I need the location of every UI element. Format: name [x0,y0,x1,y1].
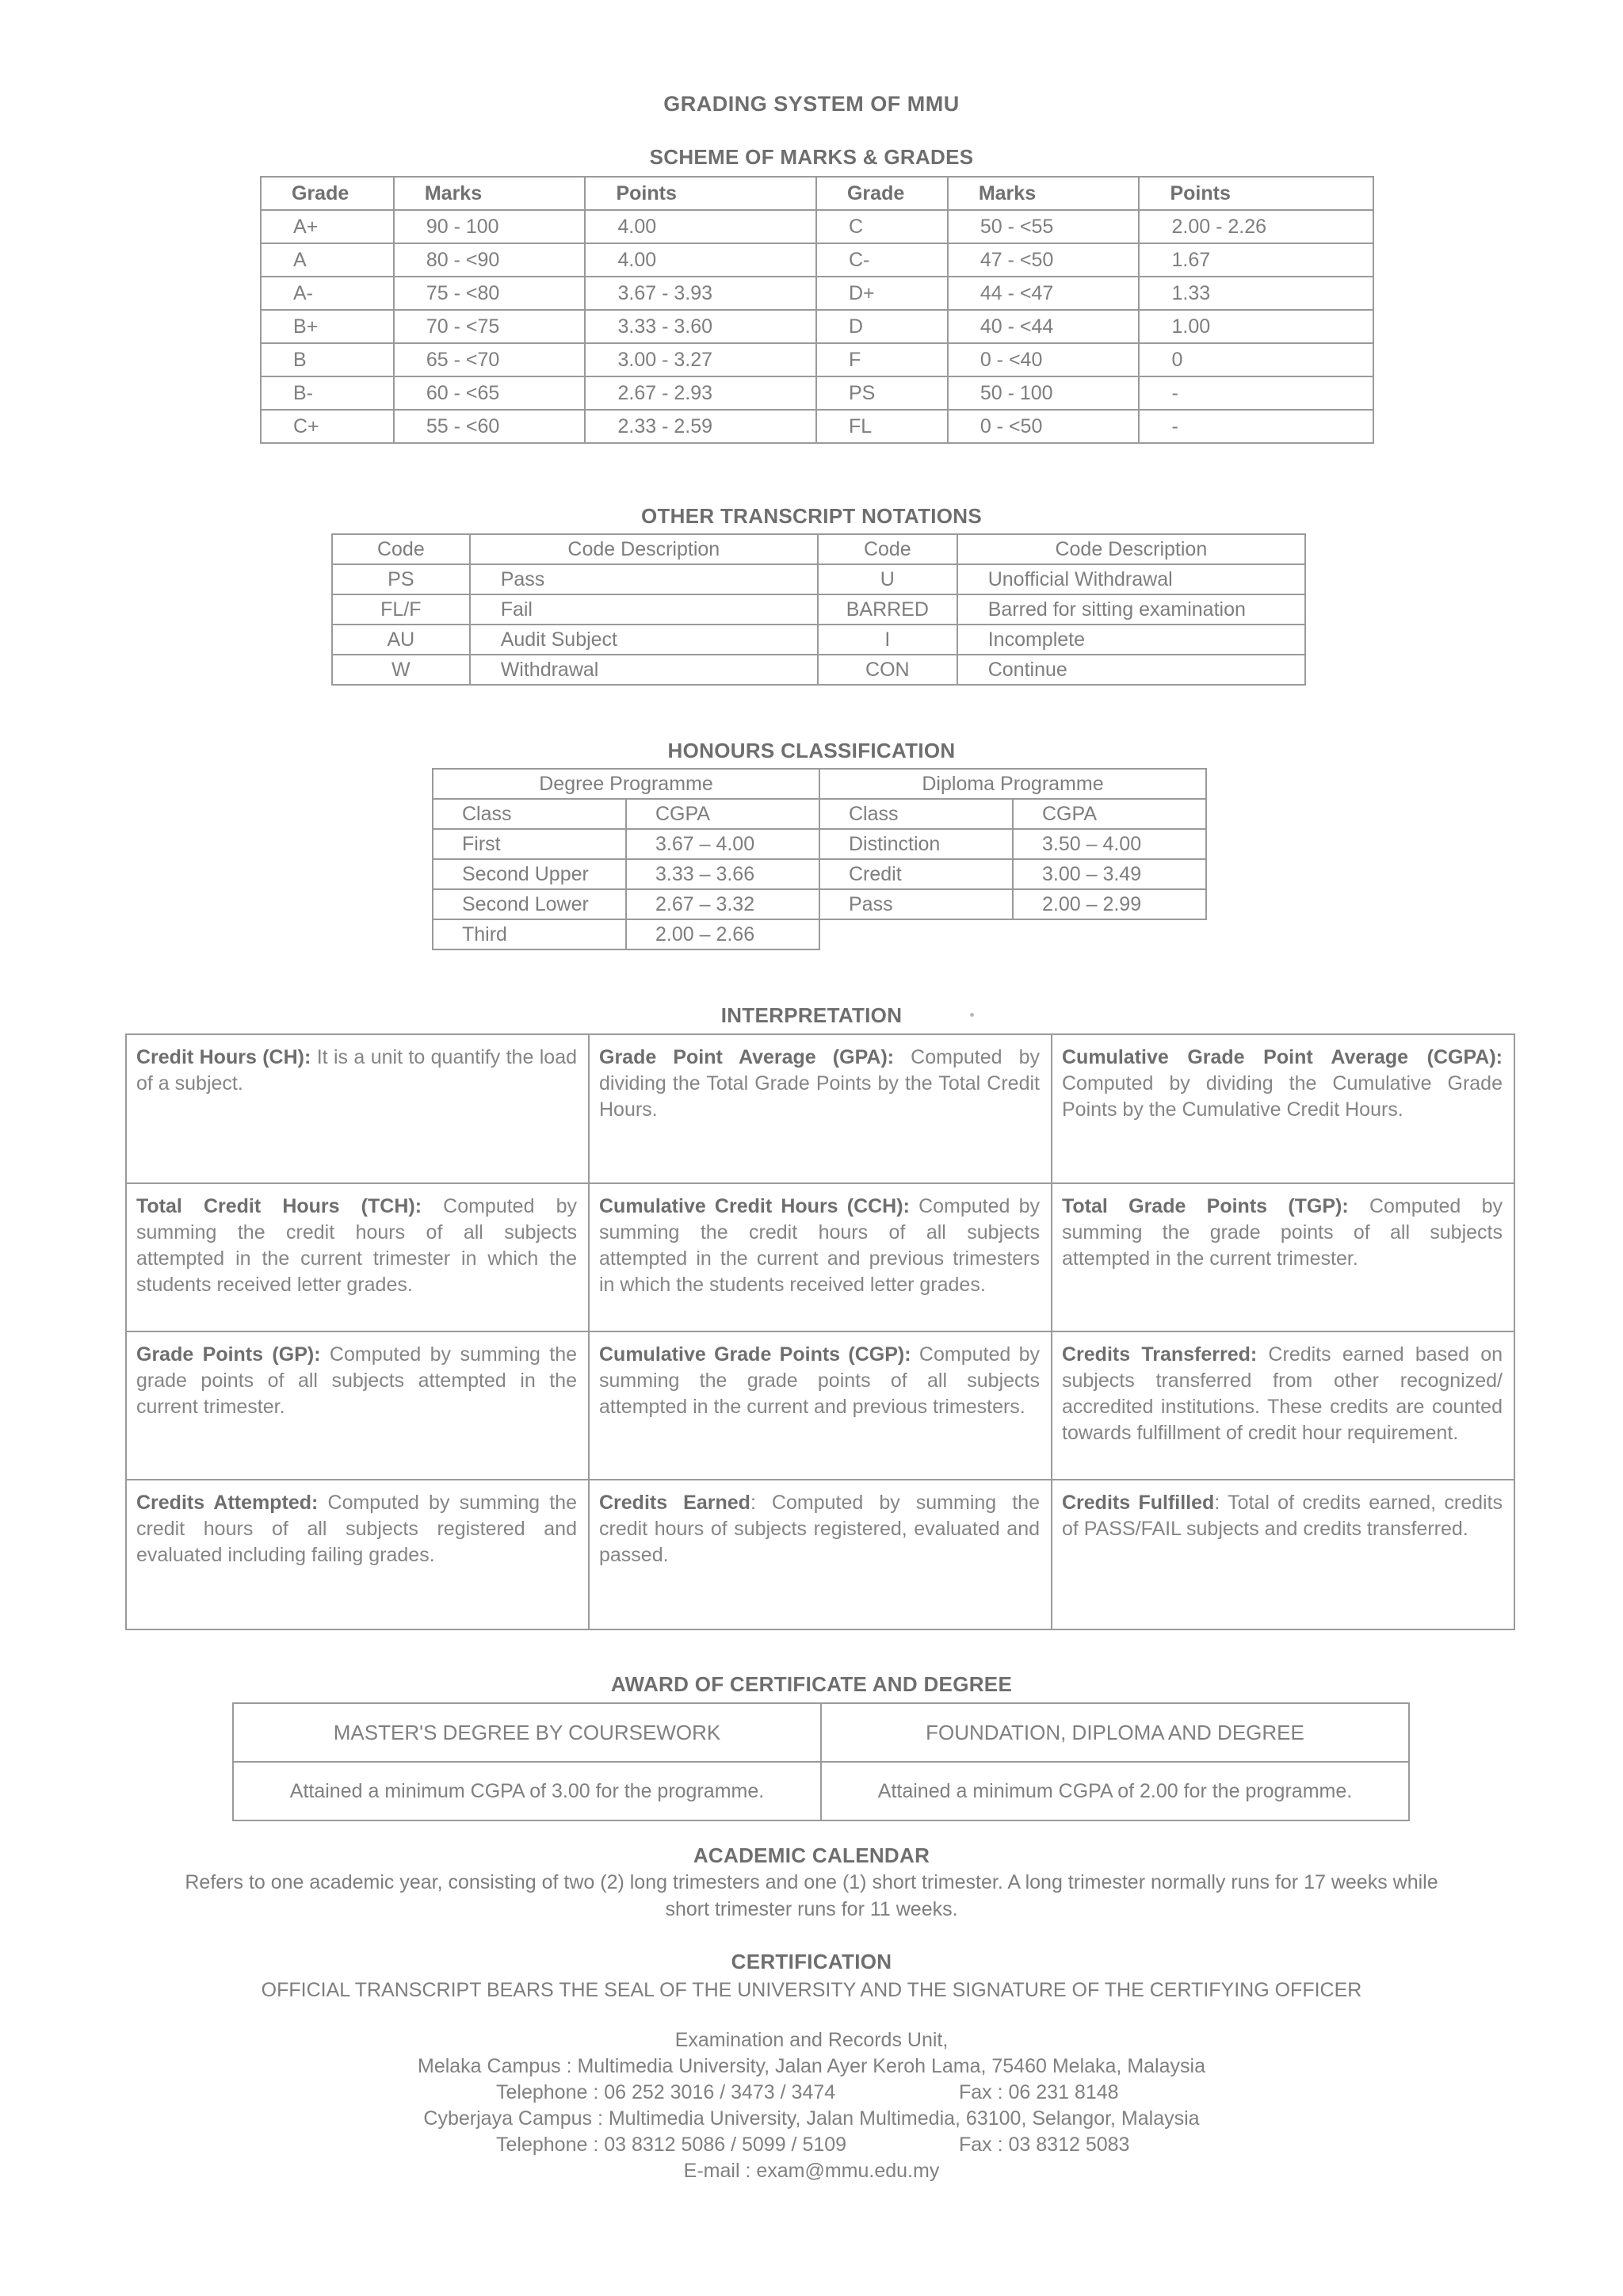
notation-cell: Pass [470,564,818,594]
calendar-line-1: Refers to one academic year, consisting of two (2) long trimesters and one (1) short trimester. A long trimester normally runs for 17 weeks while [185,1871,1438,1893]
diploma-cgpa: 2.00 – 2.99 [1013,889,1206,919]
masters-label: MASTER'S DEGREE BY COURSEWORK [233,1703,821,1762]
grade-cell: 4.00 [585,243,816,277]
diploma-cgpa: 3.50 – 4.00 [1013,829,1206,859]
grade-cell: A+ [261,210,394,243]
notations-header-cell: Code [332,534,470,564]
calendar-heading: ACADEMIC CALENDAR [693,1843,930,1867]
grade-cell: C+ [261,410,394,443]
diploma-cgpa: 3.00 – 3.49 [1013,859,1206,889]
cyberjaya-address: Cyberjaya Campus : Multimedia University, Jalan Multimedia, 63100, Selangor, Malaysia [423,2107,1200,2130]
grade-row [261,277,1373,310]
grades-table [260,176,1374,444]
diploma-class: Pass [819,889,1013,919]
interpretation-text: Computed by dividing the Total Grade Points by the Total Credit Hours. [599,1046,1041,1121]
grade-row [261,243,1373,277]
interpretation-text: Computed by summing the grade points of all subjects attempted in the current trimester. [1062,1195,1503,1270]
grade-cell: 50 - 100 [948,376,1140,410]
interpretation-row [126,1331,1514,1480]
honours-row [433,829,1206,859]
interpretation-term: Cumulative Grade Point Average (CGPA): [1062,1046,1503,1068]
award-req-row [233,1762,1409,1820]
grade-cell: 47 - <50 [948,243,1140,277]
grades-header-cell: Grade [261,177,394,210]
grade-cell: 2.00 - 2.26 [1139,210,1373,243]
notations-header-cell: Code Description [470,534,818,564]
notation-cell: W [332,655,470,685]
honours-col-class: Class [433,799,626,829]
foundation-requirement: Attained a minimum CGPA of 2.00 for the programme. [821,1762,1409,1820]
interpretation-term: Grade Points (GP): [136,1343,321,1366]
grade-cell: A [261,243,394,277]
grade-cell: D [816,310,948,343]
grade-row [261,410,1373,443]
interpretation-cell [589,1331,1052,1480]
notation-cell: Barred for sitting examination [957,594,1305,625]
grade-cell: 50 - <55 [948,210,1140,243]
degree-cgpa: 3.67 – 4.00 [626,829,819,859]
award-label-row [233,1703,1409,1762]
records-unit: Examination and Records Unit, [674,2029,949,2051]
notations-header-cell: Code [818,534,957,564]
grade-cell: 3.00 - 3.27 [585,343,816,376]
interpretation-text: Computed by summing the credit hours of all subjects attempted in the current and previous trimesters in which the students received letter grades. [599,1195,1040,1296]
notation-cell: I [818,625,957,655]
notation-cell: Withdrawal [470,655,818,685]
cyberjaya-fax: Fax : 03 8312 5083 [959,2134,1130,2156]
grade-cell: 0 - <40 [948,343,1140,376]
grade-cell: 90 - 100 [394,210,586,243]
interpretation-term: Total Credit Hours (TCH): [136,1195,422,1217]
notation-cell: AU [332,625,470,655]
award-table [232,1702,1410,1821]
degree-cgpa: 3.33 – 3.66 [626,859,819,889]
grade-cell: 2.33 - 2.59 [585,410,816,443]
honours-col-cgpa: CGPA [626,799,819,829]
grade-cell: D+ [816,277,948,310]
interpretation-term: Grade Point Average (GPA): [599,1046,895,1068]
notations-header-row [332,534,1305,564]
scheme-heading: SCHEME OF MARKS & GRADES [649,145,974,169]
interpretation-text: Computed by dividing the Cumulative Grade Points by the Cumulative Credit Hours. [1062,1072,1503,1121]
interpretation-term: Credits Attempted: [136,1492,319,1514]
interpretation-text: Computed by summing the grade points of all subjects attempted in the current and previous trimesters. [599,1343,1041,1418]
grade-cell: B [261,343,394,376]
grade-cell: F [816,343,948,376]
notations-heading: OTHER TRANSCRIPT NOTATIONS [640,504,983,528]
grade-row [261,343,1373,376]
grade-cell: C [816,210,948,243]
grade-cell: 44 - <47 [948,277,1140,310]
diploma-class: Distinction [819,829,1013,859]
grades-header-cell: Points [585,177,816,210]
diploma-programme-label: Diploma Programme [819,769,1206,799]
grade-cell: 70 - <75 [394,310,586,343]
grade-cell: 1.00 [1139,310,1373,343]
interpretation-cell [126,1480,589,1629]
melaka-fax: Fax : 06 231 8148 [959,2081,1119,2103]
notation-cell: U [818,564,957,594]
interpretation-text: : Computed by summing the credit hours of subjects registered, evaluated and passed. [599,1492,1040,1566]
interpretation-heading: INTERPRETATION [720,1003,903,1027]
honours-heading: HONOURS CLASSIFICATION [667,739,956,762]
grade-cell: C- [816,243,948,277]
interpretation-text: Computed by summing the credit hours of all subjects registered and evaluated including failing grades. [136,1492,577,1566]
interpretation-term: Cumulative Grade Points (CGP): [599,1343,911,1366]
grade-cell: 4.00 [585,210,816,243]
honours-col-row [433,799,1206,829]
grade-row [261,210,1373,243]
honours-empty-cell [819,919,1206,949]
notation-cell: PS [332,564,470,594]
interpretation-text: Credits earned based on subjects transferred from other recognized/ accredited institutions. These credits are counted towards fulfillment of credit hour requirement. [1062,1343,1503,1444]
degree-programme-label: Degree Programme [433,769,819,799]
grade-cell: PS [816,376,948,410]
certification-heading: CERTIFICATION [731,1950,892,1973]
diploma-class: Credit [819,859,1013,889]
grade-cell: 75 - <80 [394,277,586,310]
interpretation-cell [1052,1480,1514,1629]
cyberjaya-telephone: Telephone : 03 8312 5086 / 5099 / 5109 [496,2134,847,2156]
degree-cgpa: 2.67 – 3.32 [626,889,819,919]
page-title: GRADING SYSTEM OF MMU [663,92,960,116]
honours-row [433,859,1206,889]
interpretation-cell [126,1183,589,1331]
certification-text: OFFICIAL TRANSCRIPT BEARS THE SEAL OF THE UNIVERSITY AND THE SIGNATURE OF THE CERTIFYING OFFICER [261,1979,1362,2001]
interpretation-cell [126,1034,589,1183]
notation-cell: Audit Subject [470,625,818,655]
foundation-label: FOUNDATION, DIPLOMA AND DEGREE [821,1703,1409,1762]
notation-cell: BARRED [818,594,957,625]
grade-cell: 2.67 - 2.93 [585,376,816,410]
interpretation-row [126,1034,1514,1183]
grade-cell: 0 [1139,343,1373,376]
interpretation-text: Computed by summing the grade points of all subjects attempted in the current trimester. [136,1343,578,1418]
interpretation-term: Credits Transferred: [1062,1343,1258,1366]
honours-col-class: Class [819,799,1013,829]
notation-row [332,564,1305,594]
grade-cell: B- [261,376,394,410]
grade-cell: - [1139,376,1373,410]
grades-header-cell: Marks [948,177,1140,210]
grade-cell: 80 - <90 [394,243,586,277]
notation-row [332,655,1305,685]
grades-header-row [261,177,1373,210]
notation-cell: Unofficial Withdrawal [957,564,1305,594]
masters-requirement: Attained a minimum CGPA of 3.00 for the programme. [233,1762,821,1820]
melaka-address: Melaka Campus : Multimedia University, Jalan Ayer Keroh Lama, 75460 Melaka, Malaysia [418,2055,1205,2077]
grades-header-cell: Grade [816,177,948,210]
grades-header-cell: Points [1139,177,1373,210]
interpretation-term: Credit Hours (CH): [136,1046,311,1068]
notation-row [332,594,1305,625]
grade-cell: 1.67 [1139,243,1373,277]
notations-table [331,533,1306,686]
grade-cell: 3.33 - 3.60 [585,310,816,343]
interpretation-cell [589,1183,1052,1331]
speck-mark [970,1013,974,1017]
notation-cell: Fail [470,594,818,625]
honours-row [433,919,1206,949]
interpretation-term: Credits Fulfilled [1062,1492,1215,1514]
notation-cell: FL/F [332,594,470,625]
interpretation-row [126,1480,1514,1629]
grade-cell: A- [261,277,394,310]
degree-class: Second Lower [433,889,626,919]
contact-email: E-mail : exam@mmu.edu.my [683,2160,940,2182]
notation-row [332,625,1305,655]
interpretation-cell [589,1034,1052,1183]
award-heading: AWARD OF CERTIFICATE AND DEGREE [610,1672,1013,1696]
grade-cell: 1.33 [1139,277,1373,310]
grade-row [261,376,1373,410]
interpretation-cell [589,1480,1052,1629]
interpretation-row [126,1183,1514,1331]
interpretation-text: It is a unit to quantify the load of a subject. [136,1046,578,1095]
interpretation-term: Cumulative Credit Hours (CCH): [599,1195,910,1217]
interpretation-table [125,1033,1515,1630]
grade-cell: 3.67 - 3.93 [585,277,816,310]
grade-cell: 0 - <50 [948,410,1140,443]
honours-table [432,768,1207,950]
interpretation-text: Computed by summing the credit hours of all subjects attempted in the current trimester in which the students received letter grades. [136,1195,578,1296]
interpretation-cell [1052,1183,1514,1331]
melaka-telephone: Telephone : 06 252 3016 / 3473 / 3474 [496,2081,836,2103]
interpretation-term: Total Grade Points (TGP): [1062,1195,1349,1217]
honours-col-cgpa: CGPA [1013,799,1206,829]
grade-cell: 65 - <70 [394,343,586,376]
grade-cell: B+ [261,310,394,343]
grade-cell: 55 - <60 [394,410,586,443]
honours-group-row [433,769,1206,799]
degree-class: Second Upper [433,859,626,889]
grade-cell: - [1139,410,1373,443]
interpretation-cell [1052,1331,1514,1480]
degree-class: First [433,829,626,859]
degree-class: Third [433,919,626,949]
degree-cgpa: 2.00 – 2.66 [626,919,819,949]
notation-cell: Incomplete [957,625,1305,655]
notation-cell: Continue [957,655,1305,685]
honours-row [433,889,1206,919]
grades-header-cell: Marks [394,177,586,210]
grade-cell: FL [816,410,948,443]
interpretation-term: Credits Earned [599,1492,750,1514]
grade-row [261,310,1373,343]
interpretation-cell [126,1331,589,1480]
grade-cell: 40 - <44 [948,310,1140,343]
notations-header-cell: Code Description [957,534,1305,564]
calendar-line-2: short trimester runs for 11 weeks. [665,1898,958,1920]
interpretation-cell [1052,1034,1514,1183]
grade-cell: 60 - <65 [394,376,586,410]
notation-cell: CON [818,655,957,685]
interpretation-text: : Total of credits earned, credits of PASS/FAIL subjects and credits transferred. [1062,1492,1503,1540]
